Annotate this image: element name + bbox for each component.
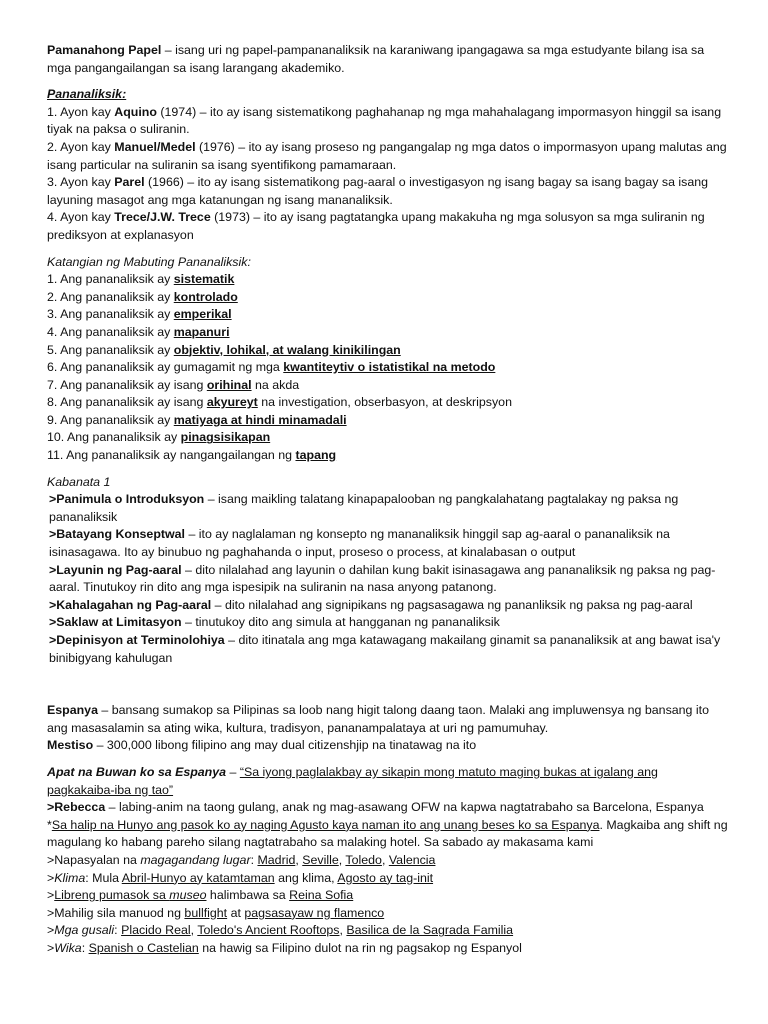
text-span: magagandang lugar (140, 852, 251, 867)
kabanata-item (49, 614, 728, 632)
katangian-list (47, 271, 728, 465)
kabanata-heading (47, 474, 728, 492)
text-span: na investigation, obserbasyon, at deskripsyon (257, 395, 512, 410)
text-span: Reina Sofia (289, 888, 354, 903)
manuod-line (47, 905, 728, 923)
text-span: – bansang sumakop sa Pilipinas sa loob nang higit talong daang taon. Malaki ang impluwensya ng bansang ito ang masasalamin sa ating wika, kultura, tradisyon, pananampalataya at uri ng pamumuhay. (47, 703, 709, 735)
katangian-item (47, 447, 728, 465)
text-span: – dito nilalahad ang signipikans ng pagsasagawa ng pananliksik ng paksa ng pag-aaral (211, 597, 693, 612)
text-span: * (47, 817, 52, 832)
text-span: “Sa iyong paglalakbay ay sikapin mong matuto maging bukas at igalang ang pagkakaiba-iba ng tao” (47, 764, 658, 797)
text-span: – dito itinatala ang mga katawagang makailang ginamit sa pananaliksik at ang bawat isa'y binibigyang kahulugan (49, 633, 721, 665)
text-span: . Magkaiba ang shift ng magulang ko habang pareho silang nagtatrabaho sa malaking hotel. Sa sabado ay makasama kami (47, 817, 728, 850)
place-name: Seville (302, 852, 339, 867)
text-span: – ito ay isang sistematikong paghahanap ng mga mahahalagang impormasyon hinggil sa isang tiyak na paksa o suliranin. (47, 104, 722, 137)
text-span: 1. Ayon kay (47, 104, 115, 119)
katangian-item (47, 377, 728, 395)
text-span: Wika (54, 940, 82, 955)
text-span: Klima (54, 870, 86, 885)
text-span: (1974) (156, 104, 197, 119)
place-name: Madrid (257, 852, 296, 867)
text-span: pagsasayaw ng flamenco (244, 905, 385, 920)
katangian-heading (47, 254, 728, 272)
text-span: orihinal (206, 377, 252, 392)
kabanata-item (49, 632, 728, 667)
text-span: – dito nilalahad ang layunin o dahilan kung bakit isinasagawa ang pananaliksik ng paksa ng pag-aaral. Tinutukoy rin dito ang mga ispesipik na suliranin na nasa anyong patanong. (49, 562, 716, 595)
intro-definition: – isang uri ng papel-pampananaliksik na karaniwang ipangagawa sa mga estudyante bilang isa sa mga pangangailangan sa isang larangang akademiko. (47, 43, 705, 75)
apat-heading (47, 764, 728, 799)
text-span: : Mula (85, 870, 122, 885)
intro-paragraph (47, 42, 728, 77)
text-span: >Kahalagahan ng Pag-aaral (49, 597, 212, 612)
text-span: pinagsisikapan (180, 430, 271, 445)
building-name: Placido Real (121, 923, 191, 938)
text-span: – 300,000 libong filipino ang may dual citizenshjip na tinatawag na ito (93, 738, 477, 753)
kabanata-item (49, 597, 728, 615)
text-span: akyureyt (206, 395, 258, 410)
text-span: Espanya (47, 703, 98, 718)
text-span: 4. Ang pananaliksik ay (47, 324, 174, 339)
text-span: Katangian ng Mabuting Pananaliksik: (47, 254, 251, 269)
text-span: 8. Ang pananaliksik ay isang (47, 395, 207, 410)
text-span: , (381, 852, 389, 867)
text-span: – ito ay isang proseso ng pangangalap ng mga datos o impormasyon upang malutas ang isang particular na suliranin sa isang syentifikong pamamaraan. (47, 139, 727, 172)
text-span: objektiv, lohikal, at walang kinikilingan (173, 342, 401, 357)
text-span: (1973) (210, 210, 250, 225)
text-span: 10. Ang pananaliksik ay (47, 430, 181, 445)
pananaliksik-list (47, 104, 728, 245)
text-span: halimbawa sa (206, 888, 290, 903)
kabanata-item (49, 526, 728, 561)
text-span: – ito ay isang pagtatangka upang makakuha ng mga solusyon sa mga suliranin ng prediksyon at explanasyon (47, 210, 705, 242)
text-span: 2. Ang pananaliksik ay (47, 289, 174, 304)
text-span: 1. Ang pananaliksik ay (47, 272, 174, 287)
text-span: – labing-anim na taong gulang, anak ng mag-asawang OFW na kapwa nagtatrabaho sa Barcelona, Espanya (105, 800, 704, 815)
shift-paragraph (47, 817, 728, 852)
katangian-item (47, 394, 728, 412)
text-span: >Batayang Konseptwal (49, 527, 185, 542)
text-span: 7. Ang pananaliksik ay isang (47, 377, 207, 392)
text-span: >Mahilig sila manuod ng (47, 905, 185, 920)
text-span: – ito ay isang sistematikong pag-aaral o investigasyon ng isang bagay sa isang bagay sa isang layuning masagot ang mga katanungan ng isang mananaliksik. (47, 175, 709, 207)
katangian-item (47, 412, 728, 430)
rebecca-paragraph (47, 799, 728, 817)
text-span: tapang (295, 448, 337, 463)
espanya-paragraph (47, 702, 728, 737)
text-span: >Rebecca (47, 800, 106, 815)
text-span: >Panimula o Introduksyon (49, 492, 205, 507)
text-span: > (47, 888, 55, 903)
place-name: Toledo (345, 852, 382, 867)
text-span: , (295, 852, 303, 867)
katangian-item (47, 324, 728, 342)
building-name: Basilica de la Sagrada Familia (346, 923, 514, 938)
text-span: 5. Ang pananaliksik ay (47, 342, 174, 357)
text-span: ang klima, (274, 870, 338, 885)
wika-line (47, 940, 728, 958)
text-span: > (47, 940, 55, 955)
text-span: Parel (114, 175, 145, 190)
place-name: Valencia (388, 852, 436, 867)
text-span: 3. Ang pananaliksik ay (47, 307, 174, 322)
text-span: emperikal (173, 307, 232, 322)
pananaliksik-heading (47, 86, 728, 104)
katangian-item (47, 289, 728, 307)
text-span: – ito ay naglalaman ng konsepto ng mananaliksik hinggil sap ag-aaral o pananaliksik na isinasagawa. Ito ay binubuo ng paghahanda o input, proseso o process, at kinalabasan o output (49, 527, 670, 560)
building-name: Toledo's Ancient Rooftops (197, 923, 340, 938)
text-span: Mestiso (47, 738, 94, 753)
text-span: na hawig sa Filipino dulot na rin ng pagsakop ng Espanyol (198, 940, 522, 955)
text-span: Mga gusali (54, 923, 115, 938)
text-span: (1966) (144, 175, 184, 190)
katangian-item (47, 342, 728, 360)
museo-line (47, 887, 728, 905)
text-span: Trece/J.W. Trece (114, 210, 211, 225)
klima-line (47, 870, 728, 888)
katangian-item (47, 429, 728, 447)
text-span: >Saklaw at Limitasyon (49, 615, 182, 630)
text-span: >Napasyalan na (47, 852, 141, 867)
text-span: Libreng pumasok sa (54, 888, 170, 903)
text-span: kwantiteytiv o istatistikal na metodo (283, 360, 496, 375)
intro-term: Pamanahong Papel (47, 43, 162, 57)
text-span: bullfight (184, 905, 228, 920)
text-span: : (81, 940, 89, 955)
text-span: 4. Ayon kay (47, 210, 115, 225)
text-span: > (47, 923, 55, 938)
mestiso-paragraph (47, 737, 728, 755)
text-span: > (47, 870, 55, 885)
kabanata-item (49, 562, 728, 597)
text-span: Apat na Buwan ko sa Espanya (47, 764, 227, 779)
text-span: (1976) (195, 139, 235, 154)
lugar-line (47, 852, 728, 870)
text-span: Agosto ay tag-init (337, 870, 434, 885)
text-span: Manuel/Medel (114, 139, 196, 154)
text-span: Abril-Hunyo ay katamtaman (121, 870, 275, 885)
text-span: – tinutukoy dito ang simula at hangganan ng pananaliksik (181, 615, 500, 630)
pananaliksik-item (47, 104, 728, 139)
text-span: at (227, 905, 245, 920)
text-span: 9. Ang pananaliksik ay (47, 412, 174, 427)
text-span: , (339, 923, 347, 938)
text-span: 11. Ang pananaliksik ay nangangailangan ng (47, 448, 296, 463)
text-span: , (190, 923, 198, 938)
text-span: 3. Ayon kay (47, 175, 115, 190)
text-span: Kabanata 1 (47, 474, 111, 489)
text-span: : (114, 923, 122, 938)
gusali-line (47, 922, 728, 940)
pananaliksik-item (47, 209, 728, 244)
pananaliksik-item (47, 174, 728, 209)
text-span: : (250, 852, 258, 867)
text-span: mapanuri (173, 324, 230, 339)
text-span: sistematik (173, 272, 235, 287)
text-span: matiyaga at hindi minamadali (173, 412, 347, 427)
text-span: 6. Ang pananaliksik ay gumagamit ng mga (47, 360, 284, 375)
text-span: kontrolado (173, 289, 238, 304)
text-span: Aquino (114, 104, 157, 119)
katangian-item (47, 306, 728, 324)
text-span: – isang maikling talatang kinapapalooban ng pangkalahatang pagtalakay ng paksa ng pananaliksik (49, 492, 679, 524)
text-span: >Depinisyon at Terminolohiya (49, 633, 225, 647)
text-span: na akda (251, 377, 300, 392)
text-span: Pananaliksik: (47, 87, 127, 102)
katangian-item (47, 359, 728, 377)
text-span: – (226, 764, 240, 779)
katangian-item (47, 271, 728, 289)
text-span: Spanish o Castelian (88, 940, 199, 955)
text-span: Sa halip na Hunyo ang pasok ko ay naging Agusto kaya naman ito ang unang beses ko sa Espanya (51, 817, 600, 832)
kabanata-item (49, 491, 728, 526)
pananaliksik-item (47, 139, 728, 174)
text-span: , (338, 852, 346, 867)
text-span: 2. Ayon kay (47, 139, 115, 154)
kabanata-list (47, 491, 728, 667)
text-span: museo (169, 888, 207, 903)
text-span: >Layunin ng Pag-aaral (49, 562, 182, 577)
